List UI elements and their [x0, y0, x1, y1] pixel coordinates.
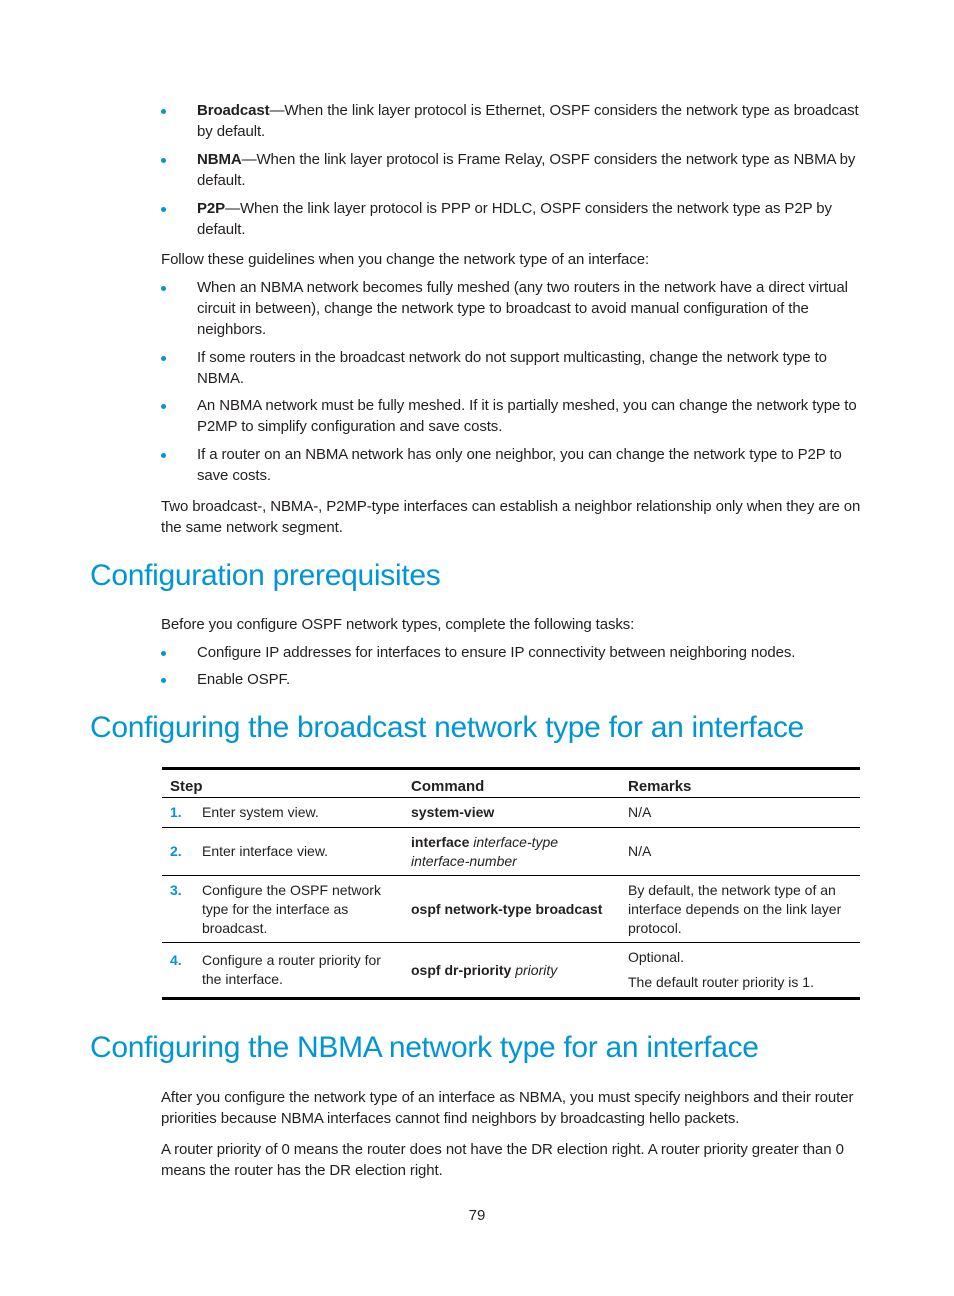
bullet-icon — [161, 158, 166, 163]
bullet-icon — [161, 356, 166, 361]
neighbor-note: Two broadcast-, NBMA-, P2MP-type interfaces can establish a neighbor relationship only when they are on the same network segment. — [161, 498, 861, 536]
prerequisites-intro: Before you configure OSPF network types, complete the following tasks: — [161, 616, 635, 633]
list-item-broadcast-default — [161, 100, 865, 142]
remark: Optional. — [628, 949, 685, 965]
guideline-item — [161, 395, 865, 437]
step-number: 4. — [170, 952, 182, 968]
bullet-icon — [161, 453, 166, 458]
list-item-nbma-default — [161, 149, 865, 191]
term: Broadcast — [197, 102, 270, 119]
bullet-icon — [161, 678, 166, 683]
step-description: Enter system view. — [202, 804, 319, 820]
step-description: Configure the OSPF network type for the interface as broadcast. — [202, 881, 381, 936]
guideline-text: An NBMA network must be fully meshed. If it is partially meshed, you can change the network type to P2MP to simplify configuration and save costs. — [197, 397, 857, 435]
term: NBMA — [197, 151, 242, 168]
definition: —When the link layer protocol is Frame Relay, OSPF considers the network type as NBMA by default. — [197, 151, 856, 189]
step-number: 3. — [170, 881, 182, 898]
page-number: 79 — [468, 1207, 486, 1224]
table-row — [162, 943, 860, 999]
prerequisite-item — [161, 669, 865, 690]
step-description: Configure a router priority for the interface. — [202, 952, 381, 987]
guidelines-intro: Follow these guidelines when you change the network type of an interface: — [161, 251, 650, 268]
column-header-command: Command — [403, 769, 620, 798]
step-number: 2. — [170, 843, 182, 859]
command-keyword: ospf dr-priority — [411, 961, 512, 978]
column-header-remarks: Remarks — [620, 769, 860, 798]
guideline-item — [161, 277, 865, 340]
definition: —When the link layer protocol is Ethernet, OSPF considers the network type as broadcast by default. — [197, 102, 859, 140]
section-heading-nbma: Configuring the NBMA network type for an interface — [90, 1031, 759, 1064]
guideline-text: If some routers in the broadcast network do not support multicasting, change the network type to NBMA. — [197, 349, 827, 387]
table-row — [162, 798, 860, 828]
prerequisite-text: Enable OSPF. — [197, 671, 291, 688]
table-row — [162, 876, 860, 943]
prerequisite-text: Configure IP addresses for interfaces to ensure IP connectivity between neighboring nodes. — [197, 644, 796, 661]
table-header-row — [162, 769, 860, 798]
command-argument: priority — [515, 961, 558, 978]
remark: N/A — [628, 804, 652, 820]
nbma-paragraph: A router priority of 0 means the router does not have the DR election right. A router priority greater than 0 means the router has the DR election right. — [161, 1141, 844, 1179]
guideline-item — [161, 444, 865, 486]
command-keyword: system-view — [411, 804, 495, 820]
table-row — [162, 828, 860, 876]
command-keyword: interface — [411, 833, 470, 850]
remark: The default router priority is 1. — [628, 974, 814, 990]
remark: N/A — [628, 843, 652, 859]
section-heading-broadcast: Configuring the broadcast network type for an interface — [90, 711, 804, 744]
broadcast-config-table — [162, 767, 860, 1000]
section-heading-prerequisites: Configuration prerequisites — [90, 559, 441, 592]
column-header-step: Step — [162, 769, 403, 798]
bullet-icon — [161, 286, 166, 291]
nbma-paragraph: After you configure the network type of an interface as NBMA, you must specify neighbors and their router priorities because NBMA interfaces cannot find neighbors by broadcasting hello packets. — [161, 1089, 854, 1127]
bullet-icon — [161, 109, 166, 114]
bullet-icon — [161, 651, 166, 656]
step-description: Enter interface view. — [202, 843, 329, 859]
guideline-text: If a router on an NBMA network has only one neighbor, you can change the network type to P2P to save costs. — [197, 446, 842, 484]
prerequisite-item — [161, 642, 865, 663]
bullet-icon — [161, 404, 166, 409]
remark: By default, the network type of an interface depends on the link layer protocol. — [628, 881, 842, 936]
command-argument: interface-type interface-number — [411, 833, 559, 869]
guideline-item — [161, 347, 865, 389]
command-keyword: ospf network-type broadcast — [411, 900, 603, 917]
step-number: 1. — [170, 804, 182, 820]
definition: —When the link layer protocol is PPP or HDLC, OSPF considers the network type as P2P by default. — [197, 200, 832, 238]
term: P2P — [197, 200, 226, 217]
list-item-p2p-default — [161, 198, 865, 240]
guideline-text: When an NBMA network becomes fully meshed (any two routers in the network have a direct virtual circuit in between), change the network type to broadcast to avoid manual configuration of the neighbors. — [197, 279, 848, 338]
bullet-icon — [161, 207, 166, 212]
